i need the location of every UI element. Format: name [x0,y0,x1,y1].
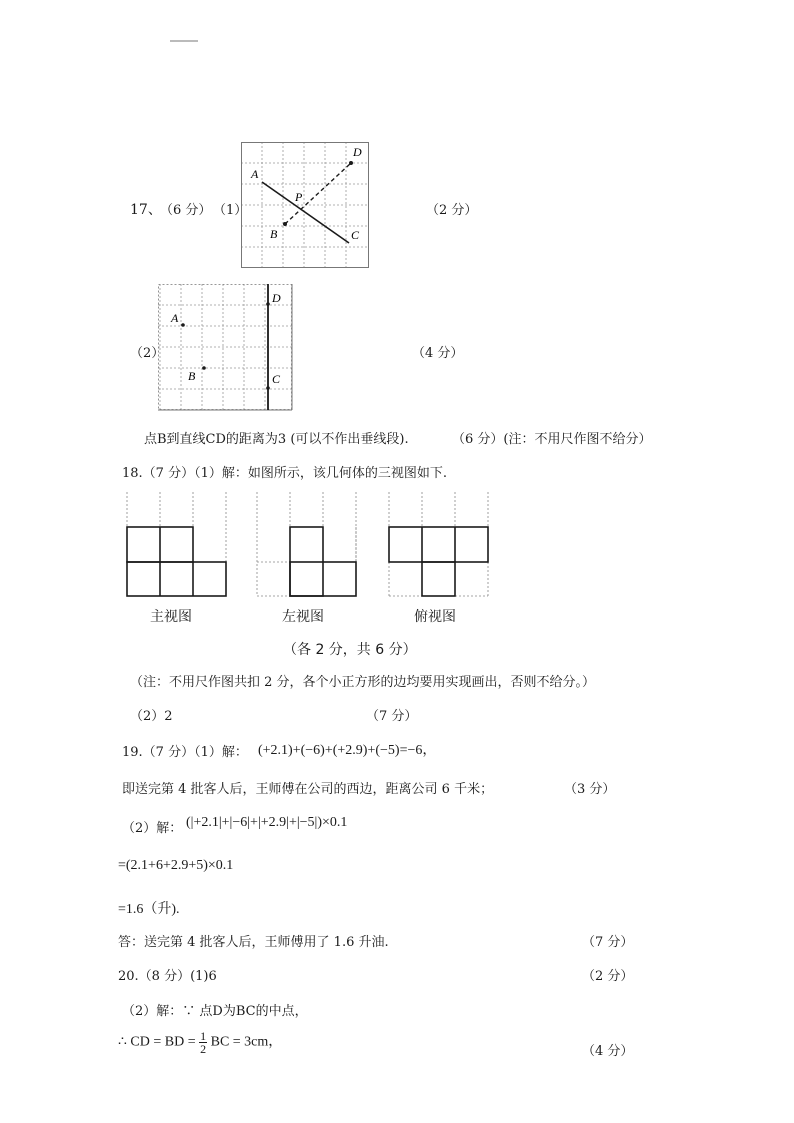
q20-line3-mark: （4 分） [582,1044,634,1059]
q20-line1: 20.（8 分）(1)6 [118,969,217,984]
q19-line3-expr: (|+2.1|+|−6|+|+2.9|+|−5|)×0.1 [186,815,348,830]
q18-each-mark: （各 2 分，共 6 分） [283,642,417,658]
q19-answer-mark: （7 分） [582,935,634,950]
q20-line1-mark: （2 分） [582,969,634,984]
q20-line3-pre: ∴ CD = BD = [118,1034,196,1050]
fraction-one-half: $\frac{1}{2}$ [200,1029,207,1056]
label-B: B [188,369,196,383]
front-view [126,492,230,598]
q20-line3-post: BC = 3cm， [210,1034,283,1050]
label-D: D [353,145,362,159]
q17-part1-label: （1） [213,203,248,218]
label-C: C [351,228,360,242]
q19-answer: 答：送完第 4 批客人后，王师傅用了 1.6 升油. [118,935,389,950]
q19-line1-expr: (+2.1)+(−6)+(+2.9)+(−5)=−6， [258,743,437,758]
q17-conclusion-mark: （6 分）(注：不用尺作图不给分） [452,432,652,447]
q20-line3 [118,1030,282,1055]
scan-mark [170,40,198,42]
label-B: B [270,227,278,241]
label-D: D [272,291,281,305]
top-view-caption: 俯视图 [414,609,456,625]
q19-line2: 即送完第 4 批客人后，王师傅在公司的西边，距离公司 6 千米； [122,782,494,797]
q17-score: （6 分） [160,203,212,218]
q18-part2-mark: （7 分） [366,709,418,724]
q18-intro: 18.（7 分）（1）解：如图所示，该几何体的三视图如下. [122,466,447,481]
left-view [256,492,360,598]
q19-line4: =(2.1+6+2.9+5)×0.1 [118,858,234,873]
q17-conclusion: 点B到直线CD的距离为3 (可以不作出垂线段). [144,432,409,447]
q20-line2: （2）解：∵ 点D为BC的中点， [122,1004,308,1019]
q17-part2-mark: （4 分） [412,346,464,361]
label-P: P [295,190,303,204]
q17-grid-figure-1 [241,142,371,269]
q19-line2-mark: （3 分） [564,782,616,797]
q18-part2: （2）2 [130,709,173,724]
label-C: C [272,372,281,386]
q17-number: 17、 [130,202,162,218]
label-A: A [171,311,179,325]
top-view [388,492,492,598]
q17-grid-figure-2 [158,284,294,412]
q17-part2-label: （2） [130,346,165,361]
left-view-caption: 左视图 [282,609,324,625]
front-view-caption: 主视图 [150,609,192,625]
q19-line1-prefix: 19.（7 分）（1）解： [122,745,248,760]
q18-note: （注：不用尺作图共扣 2 分，各个小正方形的边均要用实现画出，否则不给分。） [130,675,596,690]
label-A: A [251,167,259,181]
q19-line5: =1.6（升). [118,902,180,917]
q19-line3-prefix: （2）解： [122,821,183,836]
q17-part1-mark: （2 分） [426,203,478,218]
